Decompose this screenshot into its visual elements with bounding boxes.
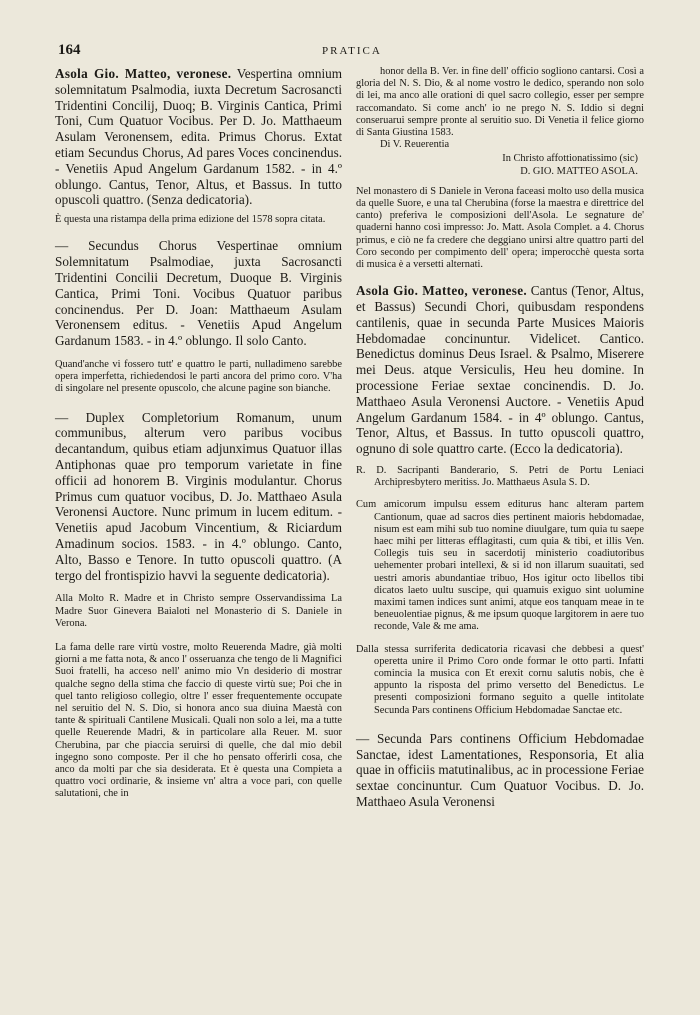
block-text: Cum amicorum impulsu essem editurus hanc alteram partem Cantionum, quae ad sacros dies pertinent maioris hebdomadae, nisum est eam mihi sub tuo nomine diuulgare, tum quia tu saepe haec mihi per litteras efflagitasti, cum quia & tibi, et illis Ven. Collegis tuis seu in sacerdotij ministerio coadiutoribus uehementer probari intellexi, & si id non illarum suauitati, sed uestri amoris abundantiae tribuo, Hos igitur octo libellos tibi dicatos laeto uultu suscipe, qui quamuis exiguo sint uolumine maximi tamen indices sunt animi, atque eos tanquam meae in te beneuolentiae pignus, & me ipsum quoque largitorem in aere tuo reconde, Vale & me ama. [356,499,644,633]
entry-block [55,238,342,349]
note-block [356,186,644,271]
letter-block [55,642,342,801]
block-text: Cantus (Tenor, Altus, et Bassus) Secundi Chori, quibusdam respondens cantilenis, quae in secunda Parte Musices Maioris Hebdomadae concinuntur. Videlicet. Cantico. Benedictus dominus Deus Israel. & Psalmo, Miserere mei Deus. atque Versiculis, Heu heu domine. In processione Feriae sextae concinendis. D. Jo. Matthaeo Asula Veronensi Auctore. - Venetiis Apud Angelum Gardanum 1584. - in 4º oblungo. Cantus, Tenor, Altus, et Bassus. In tutto opuscoli quattro, ognuno di sole quattro carte. (Ecco la dedicatoria). [356,283,644,457]
lettercont-block [356,66,644,139]
closing-block [356,139,644,151]
note-block [55,359,342,396]
block-text: D. GIO. MATTEO ASOLA. [520,165,638,177]
block-text: Dalla stessa surriferita dedicatoria ricavasi che debbesi a quest' operetta unire il Primo Coro onde formar le otto parti. Infatti comincia la musica con Et erexit cornu salutis nobis, che è appunto la risposta del primo versetto del Benedictus. Le presenti composizioni formano seguito a quelle intitolate Secunda Pars continens Officium Hebdomadae Sanctae etc. [356,643,644,716]
entry-heading: Asola Gio. Matteo, veronese. [55,66,232,81]
block-text: — Secunda Pars continens Officium Hebdomadae Sanctae, idest Lamentationes, Responsoria, Et alia quae in officiis matutinalibus, ac in processione Feriae sextae concinuntur. Cum Quatuor Vocibus. D. Jo. Matthaeo Asula Veronensi [356,730,644,810]
closing-block [356,166,644,178]
entry-block [356,283,644,457]
block-text: Alla Molto R. Madre et in Christo sempre Osservandissima La Madre Suor Ginevera Baialoti nel Monasterio di S. Daniele in Verona. [55,593,342,629]
block-text: — Secundus Chorus Vespertinae omnium Solemnitatum Psalmodiae, juxta Sacrosancti Tridentini Concilii Decretum, Duoque B. Virginis Cantica, Primi Toni. Vocibus Quatuor paribus concinendus. Per D. Joan: Matthaeum Asulam Veronensem editus. - Venetiis Apud Angelum Gardanum 1583. - in 4.º oblungo. Il solo Canto. [55,238,342,349]
block-text: honor della B. Ver. in fine dell' officio sogliono cantarsi. Così a gloria del N. S. Dio, & al nome vostro le dedico, sperando non solo di lei, ma anco alle orationi di quel sacro collegio, esser per sempre raccomandato. Si come anch' io ne prego N. S. Iddio si degni conseruarui sempre pronte al seruitio suo. Di Venetia il felice giorno di Santa Giustina 1583. [356,66,644,139]
block-text: R. D. Sacripanti Banderario, S. Petri de Portu Leniaci Archipresbytero meritiss. Jo. Matthaeus Asula S. D. [356,465,644,489]
closing-block [356,153,644,165]
block-text: È questa una ristampa della prima edizione del 1578 sopra citata. [55,214,326,226]
page-number: 164 [58,42,81,58]
left-column [55,66,342,801]
letter-block [356,499,644,633]
note-block [55,593,342,630]
entry-heading: Asola Gio. Matteo, veronese. [356,283,527,299]
block-text: Nel monastero di S Daniele in Verona faceasi molto uso della musica da quelle Suore, e una tal Cherubina (forse la maestra e direttrice del canto) preferiva le composizioni dell'Asola. Le segnature de' quaderni hanno così impresso: Jo. Matt. Asola Complet. a 4. Chorus primus, e ciò ne fa credere che deggiano unirsi altre quattro parti del Coro secondo per compimento dell' opera; imperocchè questa sorta di musica è a versetti alternati. [356,185,644,271]
entry-block [55,410,342,584]
block-text: In Christo affottionatissimo (sic) [502,153,638,165]
note-block [356,465,644,489]
block-text: La fama delle rare virtù vostre, molto Reuerenda Madre, già molti giorni a me fatta nota, & anco l' osseruanza che tengo de li Magnifici Suoi fratelli, ha acceso nell' animo mio Vn desiderio di mostrar qualche segno della stima che faccio di queste virtù sue; Poi che in quel tanto religioso collegio, oltre l' esser frequentemente occupate nel seruitio del N. S. Dio, si honora anco sua diuina Maestà con tante & spirituali Cantilene Musicali. Quali non solo a lei, ma a tutte quelle Reuerende Madri, & in particolare alla Reuer. M. suor Cherubina, par che piaccia seruirsi di quelle, che dal mio debil ingegno sono composte. Per il che ho pensato offerirli cosa, che anco da molti par che sia desiderata. Et è questa una Compieta a quattro voci ordinarie, & insieme vn' altra a voce pari, con quelle salutationi, che in [55,641,342,800]
note-block [55,214,342,226]
block-text: Di V. Reuerentia [380,139,450,151]
running-head: PRATICA [322,45,382,57]
block-text: Quand'anche vi fossero tutt' e quattro le parti, nulladimeno sarebbe opera imperfetta, richiedendosi le parti ancora del primo coro. V'ha di singolare nel presente opuscolo, che alcune pagine son bianche. [55,358,342,395]
block-text: — Duplex Completorium Romanum, unum communibus, alterum vero paribus vocibus decantandum, quibus etiam adjunximus Quatuor illas Antiphonas quae pro temporum varietate in fine officii ad honorem B. Virginis modulantur. Chorus Primus cum quatuor vocibus, D. Jo. Matthaeo Asula Veronensi Auctore. Nunc primum in lucem editum. - Venetiis apud Jacobum Vincentium, & Riciardum Amadinum socios. 1583. - in 4.º oblungo. Canto, Alto, Basso e Tenore. In tutto opuscoli quattro. (A tergo del frontispizio havvi la seguente dedicatoria). [55,409,342,583]
block-text: Vespertina omnium solemnitatum Psalmodia, iuxta Decretum Sacrosancti Tridentini Concilij, Duoq; B. Virginis Cantica, Primi Toni, Cum Quatuor Vocibus. Per D. Jo. Matthaeum Asulam Veronensem, edita. Primus Chorus. Extat etiam Secundus Chorus, Ad pares Voces concinendus. - Venetiis Apud Angelum Gardanum 1582. - in 4.º oblungo. Cantus, Tenor, Altus, et Bassus. In tutto opuscoli quattro. (Senza dedicatoria). [55,66,342,208]
note-block [356,644,644,717]
entry-block [356,731,644,810]
entry-block [55,66,342,208]
right-column [356,66,644,810]
